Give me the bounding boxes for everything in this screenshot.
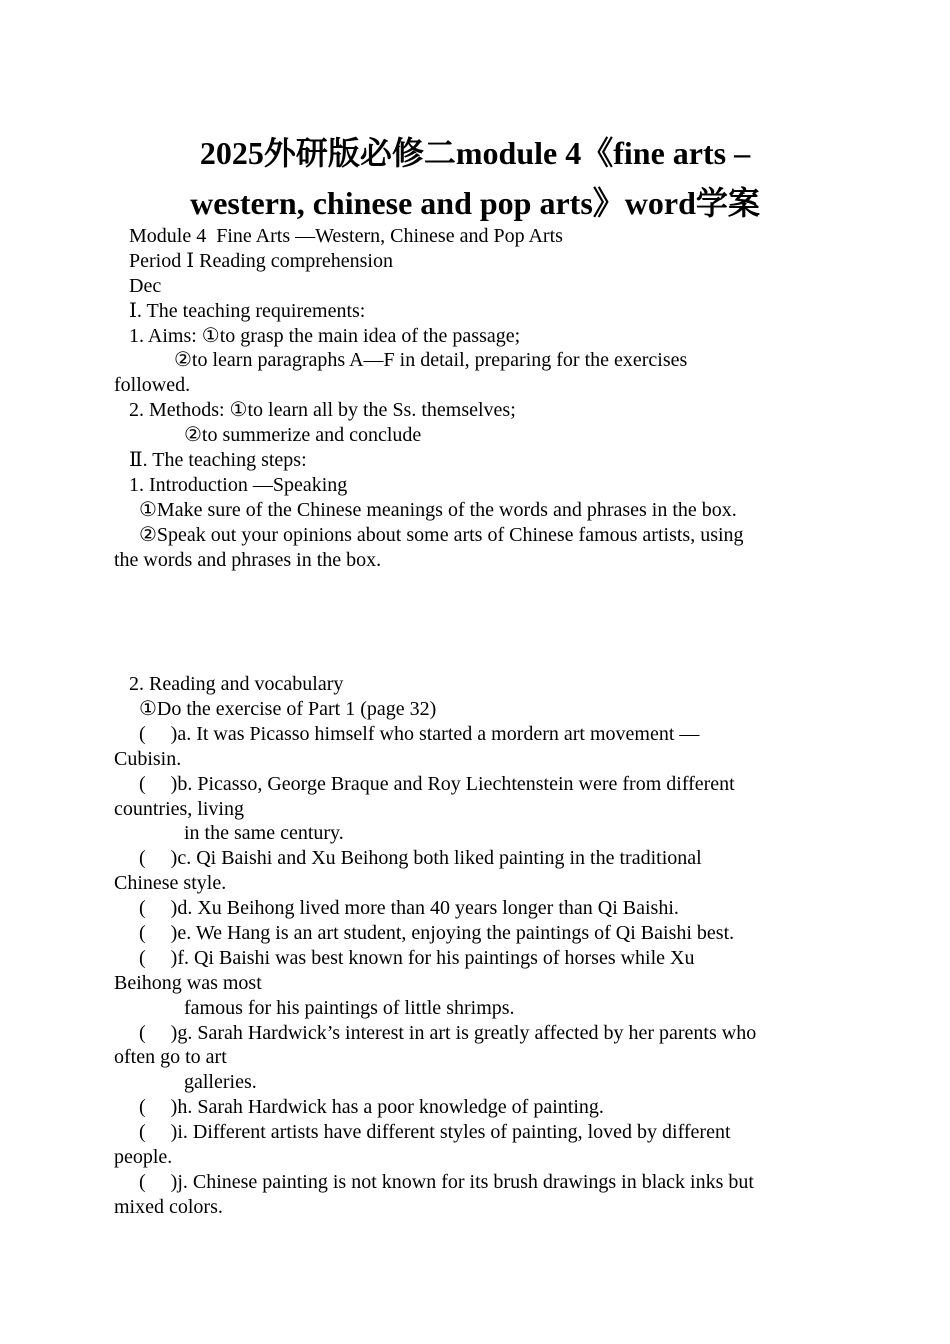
text-line: ( )j. Chinese painting is not known for its brush drawings in black inks but bbox=[114, 1170, 754, 1193]
text-line: ( )b. Picasso, George Braque and Roy Liechtenstein were from different bbox=[114, 772, 735, 795]
text-line: ②to learn paragraphs A—F in detail, preparing for the exercises bbox=[114, 349, 688, 372]
text-line: Beihong was most bbox=[114, 971, 262, 994]
text-line: in the same century. bbox=[114, 822, 344, 845]
text-line: people. bbox=[114, 1145, 173, 1168]
text-line: ( )e. We Hang is an art student, enjoying the paintings of Qi Baishi best. bbox=[114, 921, 735, 944]
text-line: Chinese style. bbox=[114, 872, 227, 895]
text-line: ( )c. Qi Baishi and Xu Beihong both liked painting in the traditional bbox=[114, 847, 702, 870]
text-line: ( )i. Different artists have different styles of painting, loved by different bbox=[114, 1121, 731, 1144]
title-line-1: 2025外研版必修二module 4《fine arts – bbox=[199, 135, 751, 171]
text-line: Dec bbox=[114, 274, 162, 297]
text-line: ( )d. Xu Beihong lived more than 40 years longer than Qi Baishi. bbox=[114, 897, 679, 920]
text-line: ①Do the exercise of Part 1 (page 32) bbox=[114, 697, 437, 720]
text-line: ①Make sure of the Chinese meanings of the words and phrases in the box. bbox=[114, 498, 737, 521]
text-line: 2. Reading and vocabulary bbox=[114, 673, 344, 696]
text-line: ( )h. Sarah Hardwick has a poor knowledge of painting. bbox=[114, 1096, 604, 1119]
text-line: 1. Aims: ①to grasp the main idea of the passage; bbox=[114, 324, 521, 347]
text-line: ②to summerize and conclude bbox=[114, 424, 422, 447]
text-line: Ⅱ. The teaching steps: bbox=[114, 449, 307, 472]
text-line: 1. Introduction —Speaking bbox=[114, 473, 348, 496]
text-line: Ⅰ. The teaching requirements: bbox=[114, 299, 366, 322]
text-line: often go to art bbox=[114, 1046, 227, 1069]
text-line: mixed colors. bbox=[114, 1195, 223, 1218]
text-line: ( )g. Sarah Hardwick’s interest in art is greatly affected by her parents who bbox=[114, 1021, 757, 1044]
blank-space bbox=[114, 572, 834, 672]
text-line: ( )f. Qi Baishi was best known for his paintings of horses while Xu bbox=[114, 946, 695, 969]
text-line: followed. bbox=[114, 374, 191, 397]
text-line: the words and phrases in the box. bbox=[114, 548, 382, 571]
title-line-2: western, chinese and pop arts》word学案 bbox=[190, 185, 760, 221]
text-line: famous for his paintings of little shrimps. bbox=[114, 996, 515, 1019]
text-line: Cubisin. bbox=[114, 747, 182, 770]
text-line: ②Speak out your opinions about some arts of Chinese famous artists, using bbox=[114, 523, 744, 546]
text-line: 2. Methods: ①to learn all by the Ss. themselves; bbox=[114, 399, 516, 422]
text-line: countries, living bbox=[114, 797, 244, 820]
text-line: galleries. bbox=[114, 1071, 257, 1094]
document-body bbox=[114, 224, 834, 1220]
text-line: ( )a. It was Picasso himself who started a mordern art movement — bbox=[114, 722, 700, 745]
text-line: Module 4 Fine Arts —Western, Chinese and Pop Arts bbox=[114, 225, 563, 247]
text-line: Period Ⅰ Reading comprehension bbox=[114, 249, 393, 272]
document-title bbox=[110, 128, 840, 228]
